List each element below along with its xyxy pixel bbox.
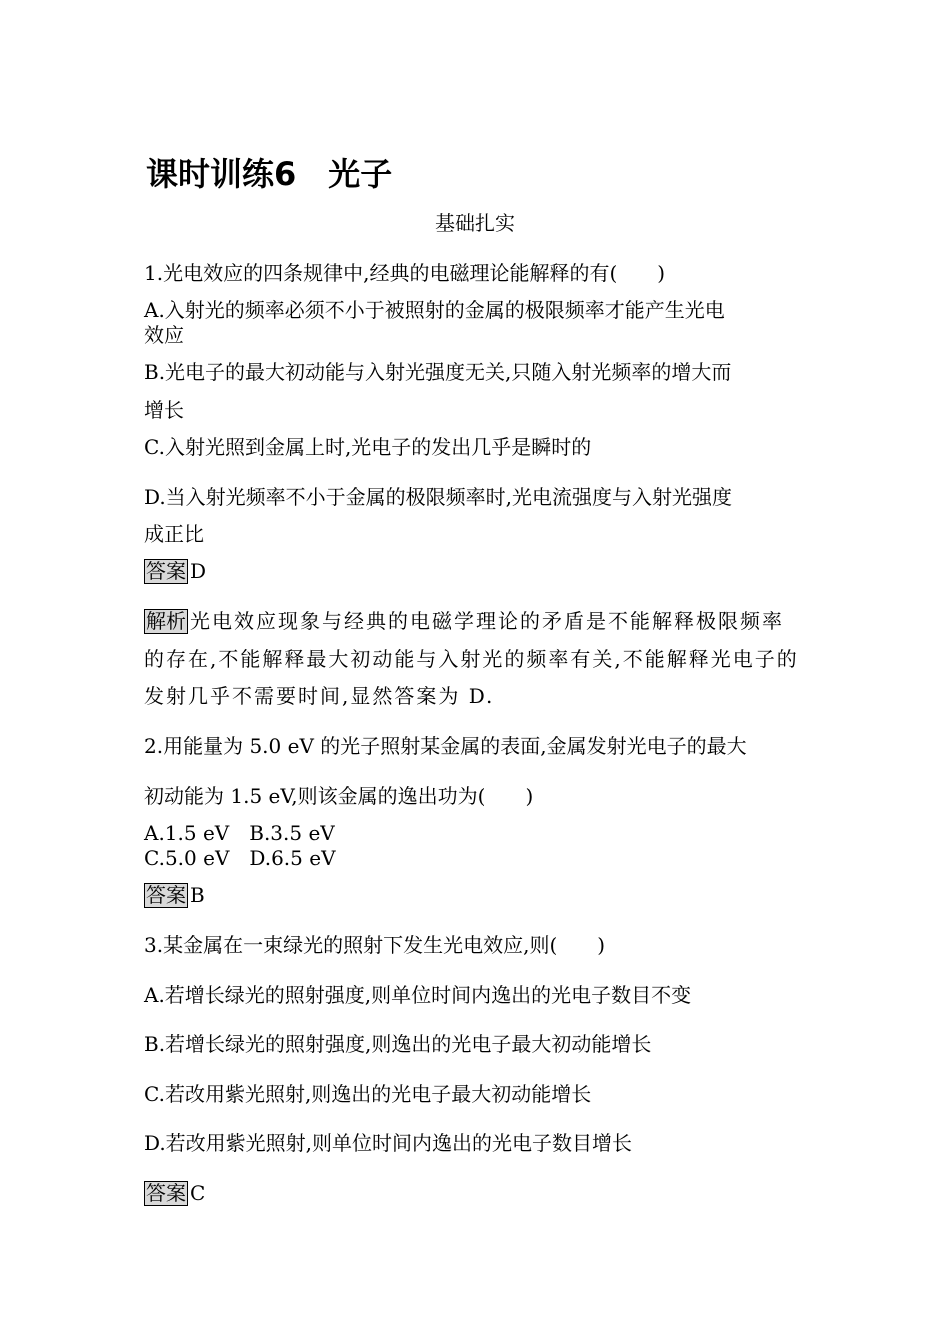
question-2-stem-cont: 初动能为 1.5 eV,则该金属的逸出功为( )	[144, 784, 534, 808]
question-1-option-d: D.当入射光频率不小于金属的极限频率时,光电流强度与入射光强度	[144, 485, 733, 509]
question-1-option-a: A.入射光的频率必须不小于被照射的金属的极限频率才能产生光电	[144, 298, 725, 322]
section-heading: 基础扎实	[435, 211, 515, 235]
question-2-options-cd: C.5.0 eV D.6.5 eV	[144, 846, 336, 870]
question-3-stem: 3.某金属在一束绿光的照射下发生光电效应,则( )	[144, 933, 606, 957]
answer-tag: 答案	[146, 1181, 186, 1205]
question-1-option-a-cont: 效应	[144, 323, 184, 347]
question-3-option-c: C.若改用紫光照射,则逸出的光电子最大初动能增长	[144, 1082, 592, 1106]
question-3-option-d: D.若改用紫光照射,则单位时间内逸出的光电子数目增长	[144, 1131, 633, 1155]
question-1-option-b: B.光电子的最大初动能与入射光强度无关,只随入射光频率的增大而	[144, 360, 732, 384]
question-3-option-b: B.若增长绿光的照射强度,则逸出的光电子最大初动能增长	[144, 1032, 652, 1056]
answer-tag: 答案	[146, 559, 186, 583]
question-2-answer-row	[144, 882, 808, 909]
question-1-option-c: C.入射光照到金属上时,光电子的发出几乎是瞬时的	[144, 435, 592, 459]
question-1-answer-row	[144, 558, 808, 585]
question-2-stem: 2.用能量为 5.0 eV 的光子照射某金属的表面,金属发射光电子的最大	[144, 734, 747, 758]
answer-tag: 答案	[146, 883, 186, 907]
question-1-stem: 1.光电效应的四条规律中,经典的电磁理论能解释的有( )	[144, 261, 666, 285]
question-3-option-a: A.若增长绿光的照射强度,则单位时间内逸出的光电子数目不变	[144, 983, 692, 1007]
question-1-option-d-cont: 成正比	[144, 522, 204, 546]
analysis-tag: 解析	[146, 609, 186, 633]
question-1-option-b-cont: 增长	[144, 398, 184, 422]
question-2-answer: B	[190, 883, 205, 907]
question-1-analysis-line-2: 的存在,不能解释最大初动能与入射光的频率有关,不能解释光电子的	[144, 647, 799, 671]
question-1-analysis-line-1: 光电效应现象与经典的电磁学理论的矛盾是不能解释极限频率	[190, 609, 784, 633]
question-1-answer: D	[190, 559, 207, 583]
question-1-analysis-row	[144, 608, 808, 635]
page-title: 课时训练6 光子	[146, 155, 393, 193]
question-3-answer-row	[144, 1180, 808, 1207]
question-2-options-ab: A.1.5 eV B.3.5 eV	[144, 821, 335, 845]
question-1-analysis-line-3: 发射几乎不需要时间,显然答案为 D.	[144, 684, 495, 708]
question-3-answer: C	[190, 1181, 206, 1205]
